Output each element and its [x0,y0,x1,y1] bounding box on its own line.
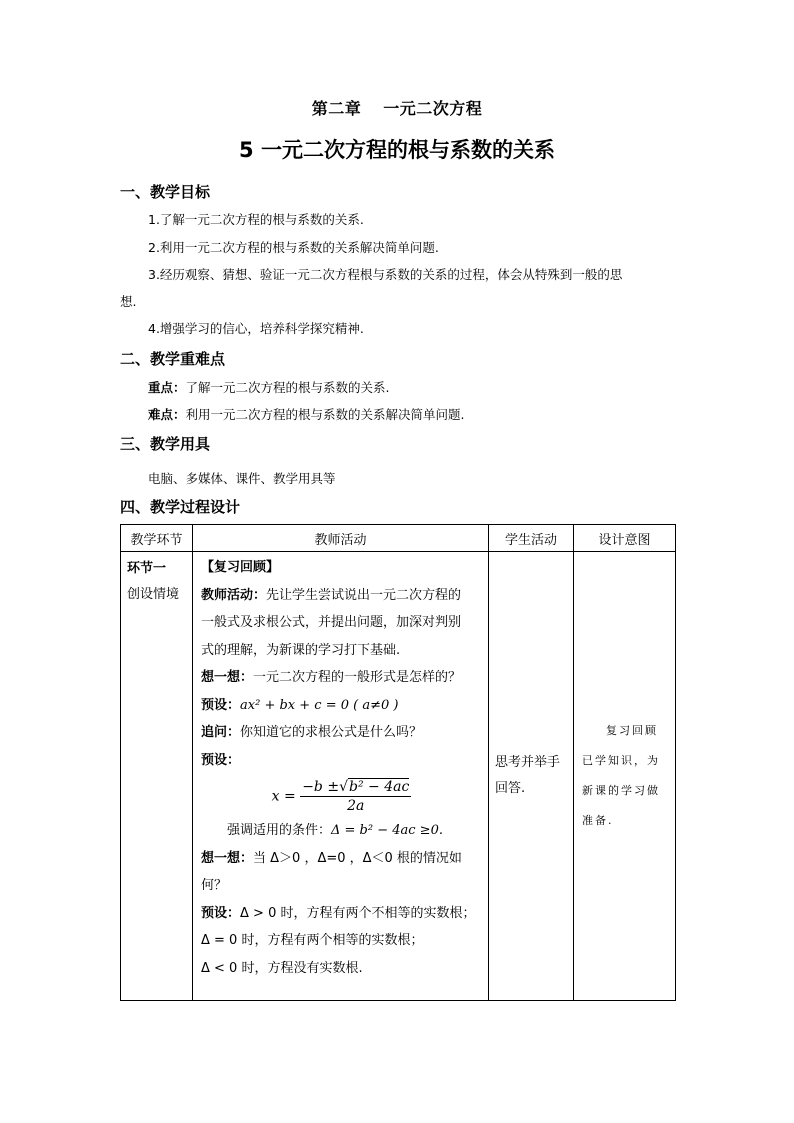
stage-cell [121,552,193,1001]
stage-name: 创设情境 [127,587,180,602]
design-intent-line-2: 已学知识，为 [582,754,660,767]
header-teacher-activity: 教师活动 [193,525,489,552]
objective-item-4: 4.增强学习的信心，培养科学探究精神. [148,321,364,336]
preset-discriminant-1: 预设：Δ > 0 时，方程有两个不相等的实数根； [201,905,476,921]
student-activity-cell [489,552,574,1001]
chapter-heading [0,96,794,119]
teacher-activity-cell [193,552,489,1001]
section-heading-key-points: 二、教学重难点 [120,350,226,368]
think-question-1: 想一想：一元二次方程的一般形式是怎样的？ [201,670,462,685]
teacher-activity-label: 教师活动： [201,587,267,603]
section-heading-objectives: 一、教学目标 [120,183,211,201]
review-title: 【复习回顾】 [201,560,280,575]
difficult-point-text: 利用一元二次方程的根与系数的关系解决简单问题. [185,407,465,422]
key-point [148,379,390,397]
objective-item-3-cont: 想. [120,294,137,309]
design-intent-line-3: 新课的学习做 [582,784,660,797]
chapter-name: 一元二次方程 [383,99,483,118]
preset-general-form: 预设：ax² + bx + c = 0 ( a≠0 ) [201,697,399,713]
preset-discriminant-2: Δ = 0 时，方程有两个相等的实数根； [201,933,424,948]
design-intent-cell [574,552,676,1001]
table-row [121,552,676,1001]
header-stage: 教学环节 [121,525,193,552]
tools-text: 电脑、多媒体、课件、教学用具等 [148,471,336,486]
formula-lhs: x = [271,788,296,805]
design-intent-line-1: 复习回顾 [606,724,658,737]
general-form-equation: ax² + bx + c = 0 ( a≠0 ) [240,697,399,713]
think-question-2: 想一想：当 Δ＞0 ，Δ=0 ，Δ＜0 根的情况如 [201,850,462,866]
objective-item-2: 2.利用一元二次方程的根与系数的关系解决简单问题. [148,240,439,255]
header-student-activity: 学生活动 [489,525,574,552]
table-header-row [121,525,676,552]
objective-item-1: 1.了解一元二次方程的根与系数的关系. [148,212,364,227]
header-design-intent: 设计意图 [574,525,676,552]
sqrt-icon: √ [339,779,348,795]
formula-num-left: −b ± [302,779,340,795]
chapter-label: 第二章 [311,99,362,118]
section-heading-tools: 三、教学用具 [120,435,211,453]
quadratic-formula [201,778,482,815]
student-activity-line-2: 回答. [495,781,526,796]
formula-radicand: b² − 4ac [349,779,410,795]
teacher-activity-line-1: 教师活动：先让学生尝试说出一元二次方程的 [201,587,462,603]
teacher-activity-line-2: 一般式及求根公式，并提出问题，加深对判别 [201,615,462,630]
preset-discriminant-3: Δ < 0 时，方程没有实数根. [201,960,363,976]
objective-item-3: 3.经历观察、猜想、验证一元二次方程根与系数的关系的过程，体会从特殊到一般的思 [148,267,623,282]
formula-denominator: 2a [347,798,365,814]
think-question-2-cont: 何？ [201,878,228,893]
preset-label-2: 预设： [201,752,241,768]
follow-up-question: 追问：你知道它的求根公式是什么吗？ [201,725,423,740]
section-heading-process: 四、教学过程设计 [120,498,241,516]
design-intent-line-4: 准备. [582,814,614,827]
key-point-text: 了解一元二次方程的根与系数的关系. [185,380,390,395]
emphasis-condition: 强调适用的条件：Δ = b² − 4ac ≥0. [227,823,443,838]
difficult-point [148,406,465,424]
lesson-title: 5 一元二次方程的根与系数的关系 [239,138,555,162]
stage-title: 环节一 [127,561,167,576]
student-activity-line-1: 思考并举手 [495,755,561,770]
teaching-process-table [120,524,676,1001]
key-point-label: 重点： [148,380,186,395]
teacher-activity-line-3: 式的理解，为新课的学习打下基础. [201,642,401,658]
difficult-point-label: 难点： [148,407,186,422]
